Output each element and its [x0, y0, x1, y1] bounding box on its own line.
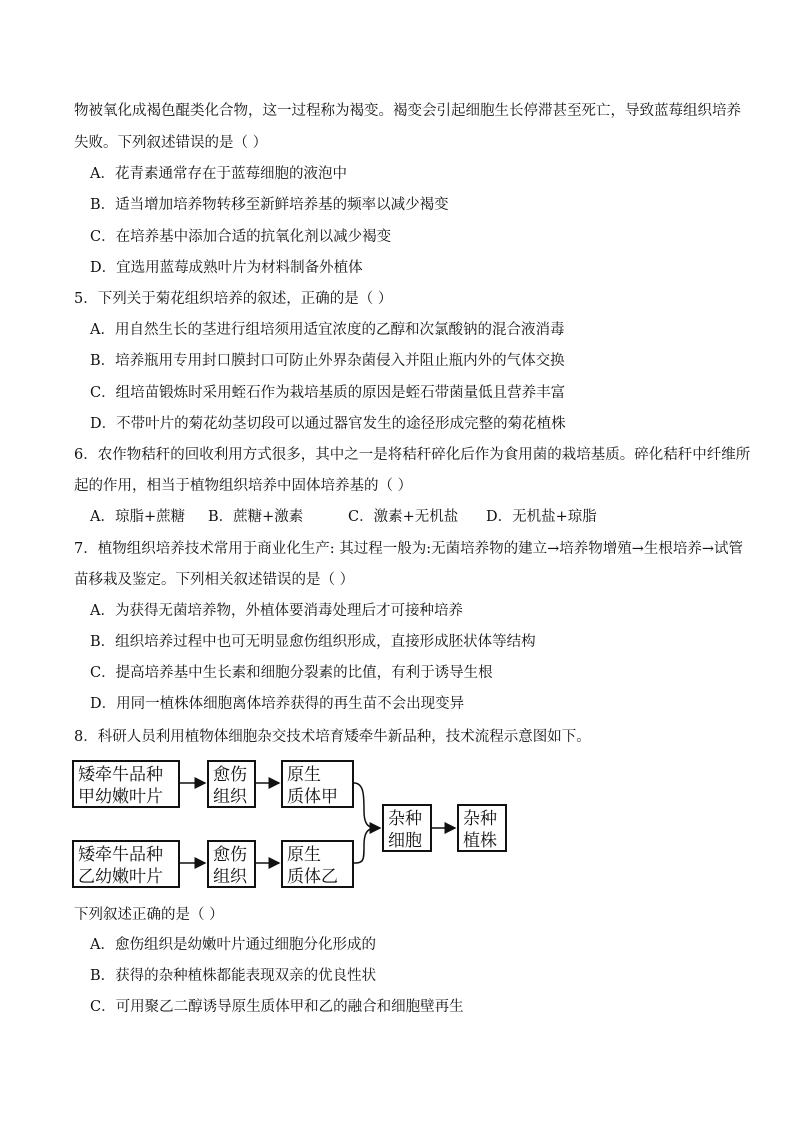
box-hybrid-cell-line-2: 细胞: [388, 831, 422, 851]
question-7-stem-line-1: 7．植物组织培养技术常用于商业化生产: 其过程一般为:无菌培养物的建立→培养物增殖→生根培养→试管: [74, 541, 744, 557]
question-6-options: [90, 507, 610, 527]
box-hybrid-cell-line-1: 杂种: [388, 809, 422, 829]
question-8-prompt: 下列叙述正确的是（ ）: [74, 907, 224, 923]
question-7-stem-line-2: 苗移栽及鉴定。下列相关叙述错误的是（ ）: [74, 572, 355, 588]
box-protoplast-a-line-2: 质体甲: [287, 787, 338, 807]
box-variety-b-leaf: [72, 840, 180, 888]
box-variety-b-leaf-line-2: 乙幼嫩叶片: [78, 867, 163, 887]
question-6-option-b: B．蔗糖+激素: [208, 509, 304, 525]
box-variety-a-leaf-line-2: 甲幼嫩叶片: [78, 787, 163, 807]
box-protoplast-a: [281, 760, 354, 808]
question-4-option-d: D．宜选用蓝莓成熟叶片为材料制备外植体: [90, 260, 363, 276]
box-protoplast-b-line-1: 原生: [287, 845, 321, 865]
question-5-option-d: D．不带叶片的菊花幼茎切段可以通过器官发生的途径形成完整的菊花植株: [90, 416, 566, 432]
box-variety-a-leaf-line-1: 矮牵牛品种: [78, 765, 163, 785]
box-hybrid-plant-line-1: 杂种: [463, 809, 497, 829]
box-protoplast-b: [281, 840, 354, 888]
box-hybrid-cell: [382, 804, 432, 852]
question-7-option-d: D．用同一植株体细胞离体培养获得的再生苗不会出现变异: [90, 696, 465, 712]
question-6-stem-line-2: 起的作用，相当于植物组织培养中固体培养基的（ ）: [74, 478, 413, 494]
box-hybrid-plant-line-2: 植株: [463, 831, 497, 851]
box-callus-a-line-1: 愈伤: [213, 765, 247, 785]
box-callus-b: [207, 840, 256, 888]
question-8-option-c: C．可用聚乙二醇诱导原生质体甲和乙的融合和细胞壁再生: [90, 999, 464, 1015]
question-6-option-c: C．激素+无机盐: [348, 509, 459, 525]
question-4-option-b: B．适当增加培养物转移至新鲜培养基的频率以减少褐变: [90, 197, 449, 213]
box-callus-b-line-1: 愈伤: [213, 845, 247, 865]
question-7-option-b: B．组织培养过程中也可无明显愈伤组织形成，直接形成胚状体等结构: [90, 634, 536, 650]
merge-brace: [354, 783, 376, 863]
question-4-stem-line-2: 失败。下列叙述错误的是（ ）: [74, 135, 268, 151]
question-5-option-c: C．组培苗锻炼时采用蛭石作为栽培基质的原因是蛭石带菌量低且营养丰富: [90, 385, 566, 401]
question-7-option-c: C．提高培养基中生长素和细胞分裂素的比值，有利于诱导生根: [90, 665, 493, 681]
question-8-stem: 8．科研人员利用植物体细胞杂交技术培育矮牵牛新品种，技术流程示意图如下。: [74, 729, 591, 745]
question-4-option-c: C．在培养基中添加合适的抗氧化剂以减少褐变: [90, 229, 392, 245]
question-8-option-a: A．愈伤组织是幼嫩叶片通过细胞分化形成的: [90, 937, 376, 953]
question-5-option-b: B．培养瓶用专用封口膜封口可防止外界杂菌侵入并阻止瓶内外的气体交换: [90, 353, 565, 369]
box-callus-a-line-2: 组织: [213, 787, 247, 807]
box-hybrid-plant: [457, 804, 507, 852]
question-4-option-a: A．花青素通常存在于蓝莓细胞的液泡中: [90, 166, 347, 182]
box-callus-b-line-2: 组织: [213, 867, 247, 887]
question-5-option-a: A．用自然生长的茎进行组培须用适宜浓度的乙醇和次氯酸钠的混合液消毒: [90, 322, 565, 338]
question-8-option-b: B．获得的杂种植株都能表现双亲的优良性状: [90, 968, 377, 984]
question-6-stem-line-1: 6．农作物秸秆的回收利用方式很多，其中之一是将秸秆碎化后作为食用菌的栽培基质。碎化秸秆中纤维所: [74, 447, 751, 463]
question-4-stem-line-1: 物被氧化成褐色醌类化合物，这一过程称为褐变。褐变会引起细胞生长停滞甚至死亡，导致蓝莓组织培养: [74, 103, 741, 119]
box-protoplast-a-line-1: 原生: [287, 765, 321, 785]
box-callus-a: [207, 760, 256, 808]
question-7-option-a: A．为获得无菌培养物，外植体要消毒处理后才可接种培养: [90, 603, 463, 619]
question-5-stem: 5．下列关于菊花组织培养的叙述，正确的是（ ）: [74, 291, 393, 307]
box-variety-a-leaf: [72, 760, 180, 808]
question-6-option-d: D．无机盐+琼脂: [486, 509, 597, 525]
hybridization-flow-diagram: [72, 756, 532, 892]
question-6-option-a: A．琼脂+蔗糖: [90, 509, 186, 525]
box-protoplast-b-line-2: 质体乙: [287, 867, 338, 887]
box-variety-b-leaf-line-1: 矮牵牛品种: [78, 845, 163, 865]
